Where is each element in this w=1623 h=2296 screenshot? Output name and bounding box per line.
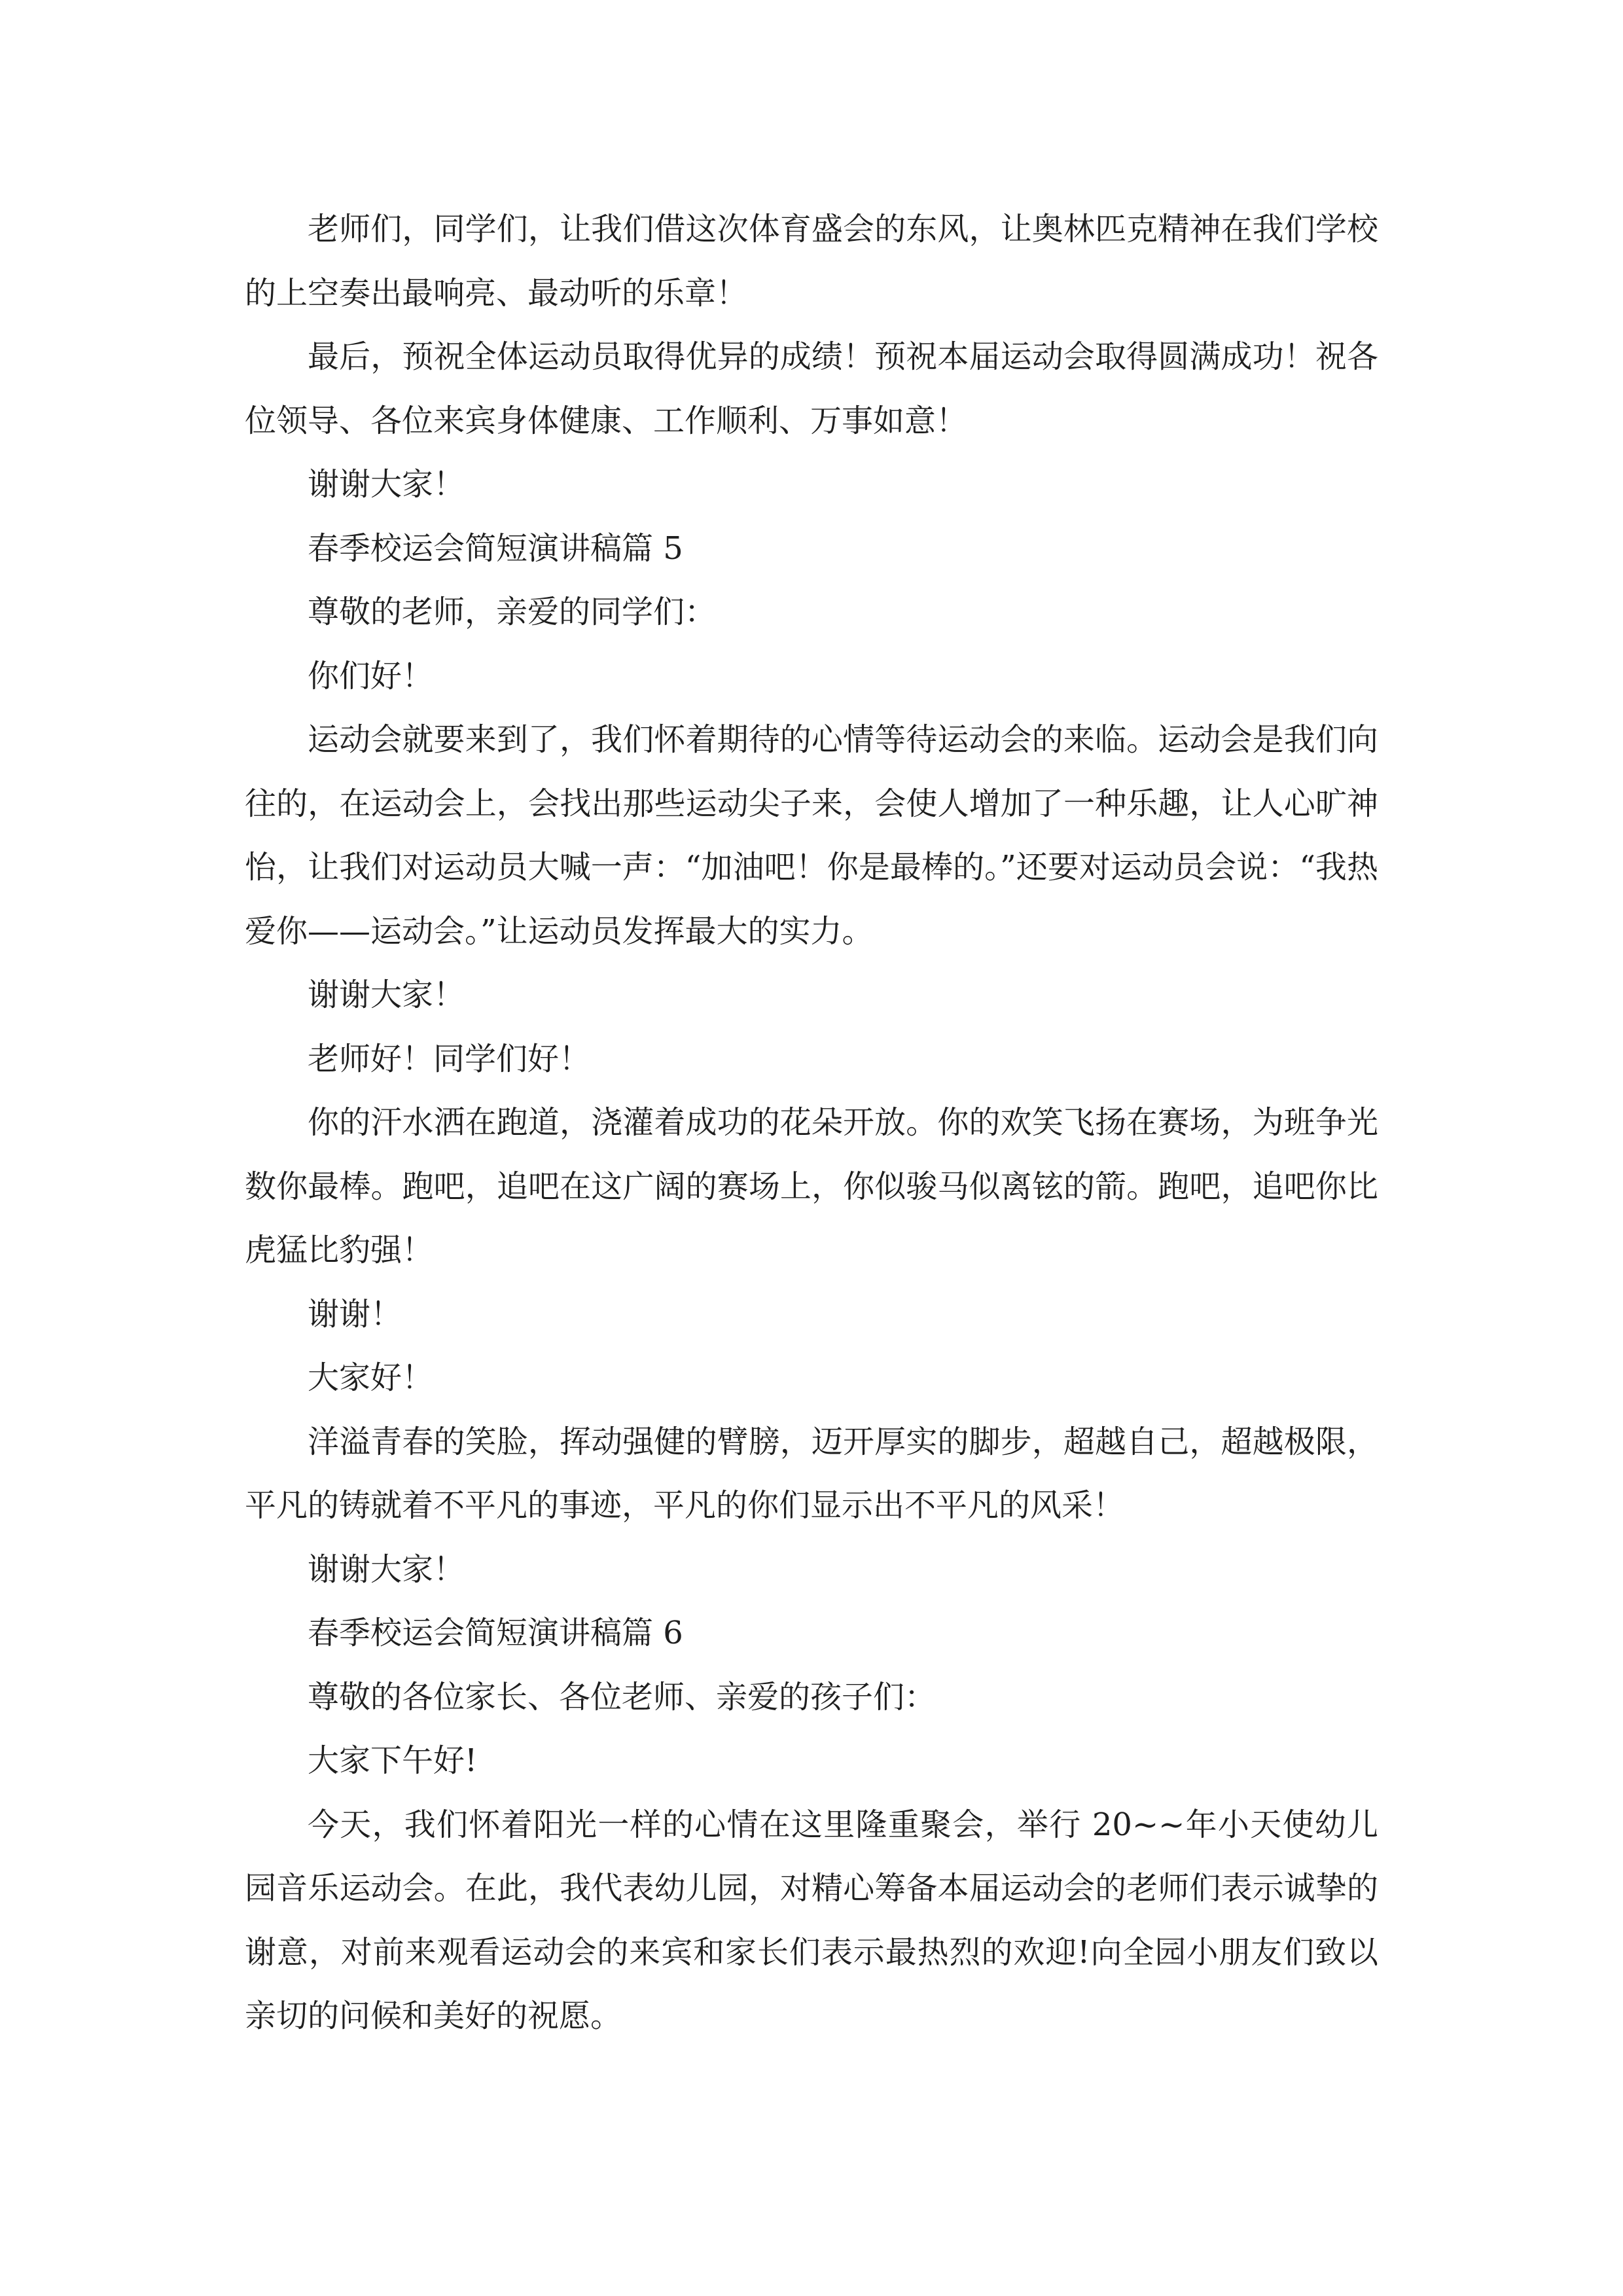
- section-heading: 春季校运会简短演讲稿篇 6: [308, 1615, 683, 1651]
- paragraph: 谢谢！: [308, 1295, 402, 1333]
- paragraph: 老师们，同学们，让我们借这次体育盛会的东风，让奥林匹克精神在我们学校的上空奏出最响亮、最动听的乐章！: [245, 211, 1378, 312]
- greeting: 老师好！同学们好！: [308, 1040, 591, 1077]
- paragraph: 今天，我们怀着阳光一样的心情在这里隆重聚会，举行 20~~年小天使幼儿园音乐运动会。在此，我代表幼儿园，对精心筹备本届运动会的老师们表示诚挚的谢意，对前来观看运动会的来宾和家长们表示最热烈的欢迎!向全园小朋友们致以亲切的问候和美好的祝愿。: [245, 1806, 1378, 2034]
- greeting: 你们好！: [308, 657, 434, 694]
- section-heading: 春季校运会简短演讲稿篇 5: [308, 529, 683, 567]
- paragraph: 谢谢大家！: [308, 1551, 465, 1588]
- paragraph: 运动会就要来到了，我们怀着期待的心情等待运动会的来临。运动会是我们向往的，在运动会上，会找出那些运动尖子来，会使人增加了一种乐趣，让人心旷神怡，让我们对运动员大喊一声：“加油吧！你是最棒的。”还要对运动员会说：“我热爱你——运动会。”让运动员发挥最大的实力。: [245, 721, 1378, 950]
- greeting: 大家下午好!: [308, 1742, 478, 1779]
- paragraph: 最后，预祝全体运动员取得优异的成绩！预祝本届运动会取得圆满成功！祝各位领导、各位来宾身体健康、工作顺利、万事如意！: [245, 338, 1378, 439]
- greeting: 大家好！: [308, 1359, 434, 1396]
- paragraph: 你的汗水洒在跑道，浇灌着成功的花朵开放。你的欢笑飞扬在赛场，为班争光数你最棒。跑吧，追吧在这广阔的赛场上，你似骏马似离铉的箭。跑吧，追吧你比虎猛比豹强！: [245, 1104, 1378, 1268]
- salutation: 尊敬的老师，亲爱的同学们：: [308, 594, 717, 630]
- salutation: 尊敬的各位家长、各位老师、亲爱的孩子们：: [308, 1678, 936, 1715]
- paragraph: 谢谢大家！: [308, 977, 465, 1013]
- document-body: [245, 198, 1378, 2049]
- paragraph: 谢谢大家！: [308, 466, 465, 503]
- paragraph: 洋溢青春的笑脸，挥动强健的臂膀，迈开厚实的脚步，超越自己，超越极限，平凡的铸就着不平凡的事迹，平凡的你们显示出不平凡的风采！: [245, 1423, 1378, 1524]
